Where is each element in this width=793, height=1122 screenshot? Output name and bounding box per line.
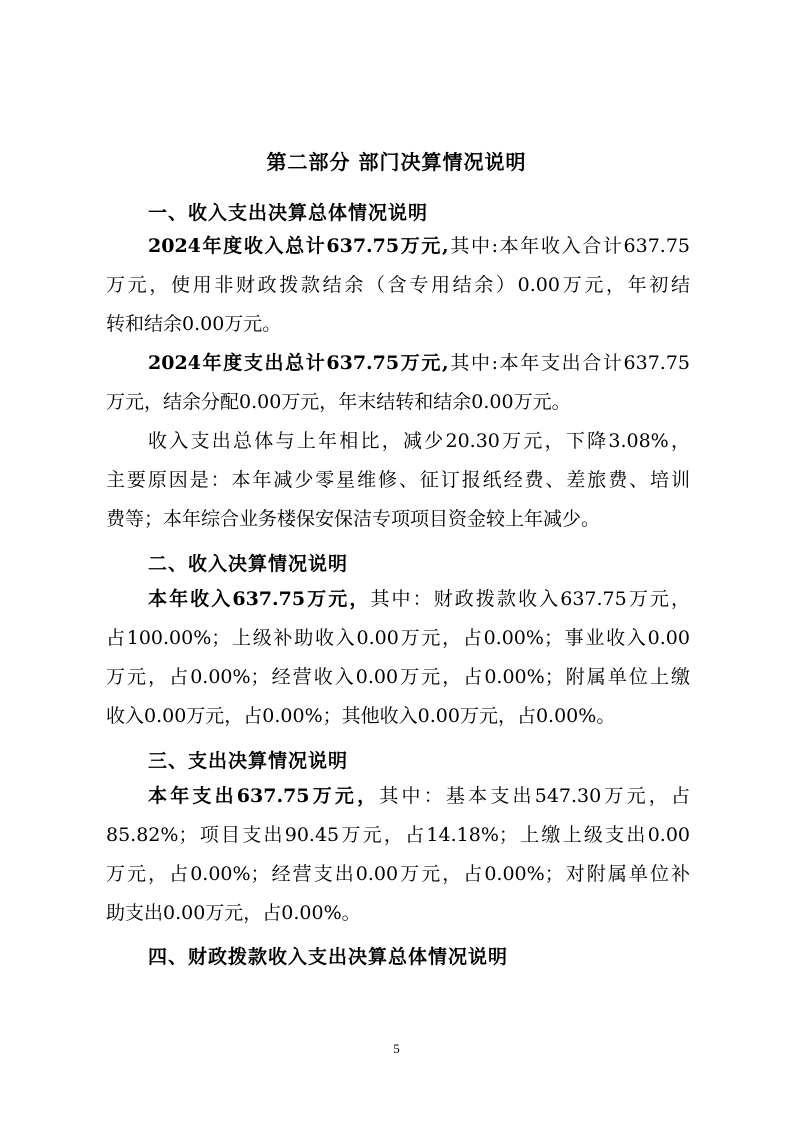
bold-lead: 2024年度收入总计637.75万元, [148, 235, 449, 257]
line-text: 其中:本年支出合计637.75 [448, 352, 691, 374]
paragraph-line [148, 586, 690, 612]
line-text: 其中：基本支出547.30万元，占 [379, 785, 691, 807]
paragraph-line: 助支出0.00万元，占0.00%。 [106, 902, 361, 924]
paragraph-line [148, 350, 690, 376]
page-title: 第二部分 部门决算情况说明 [266, 150, 527, 174]
line-text: 其中:本年收入合计637.75 [448, 235, 691, 257]
bold-lead: 2024年度支出总计637.75万元, [148, 352, 449, 374]
paragraph-line: 主要原因是：本年减少零星维修、征订报纸经费、差旅费、培训 [106, 469, 690, 491]
section-heading-2: 二、收入决算情况说明 [148, 553, 349, 575]
page-number: 5 [393, 1041, 400, 1056]
section-heading-1: 一、收入支出决算总体情况说明 [148, 202, 429, 224]
paragraph-line: 万元，占0.00%；经营支出0.00万元，占0.00%；对附属单位补 [106, 863, 690, 885]
bold-lead: 本年收入637.75万元， [148, 588, 371, 610]
paragraph-line: 转和结余0.00万元。 [106, 313, 282, 335]
paragraph-line: 万元，结余分配0.00万元，年末结转和结余0.00万元。 [106, 391, 571, 413]
paragraph-line [148, 233, 690, 259]
line-text: 其中：财政拨款收入637.75万元， [370, 588, 690, 610]
paragraph-line: 85.82%；项目支出90.45万元，占14.18%；上缴上级支出0.00 [106, 824, 690, 846]
section-heading-3: 三、支出决算情况说明 [148, 750, 349, 772]
paragraph-line: 费等；本年综合业务楼保安保洁专项项目资金较上年减少。 [106, 508, 601, 530]
paragraph-line [148, 783, 690, 809]
paragraph-line: 收入支出总体与上年相比，减少20.30万元，下降3.08%， [148, 430, 690, 452]
paragraph-line: 万元，使用非财政拨款结余（含专用结余）0.00万元，年初结 [106, 274, 690, 296]
paragraph-line: 万元，占0.00%；经营收入0.00万元，占0.00%；附属单位上缴 [106, 666, 690, 688]
paragraph-line: 收入0.00万元，占0.00%；其他收入0.00万元，占0.00%。 [106, 705, 616, 727]
paragraph-line: 占100.00%；上级补助收入0.00万元，占0.00%；事业收入0.00 [106, 627, 690, 649]
section-heading-4: 四、财政拨款收入支出决算总体情况说明 [148, 946, 509, 968]
bold-lead: 本年支出637.75万元， [148, 785, 380, 807]
